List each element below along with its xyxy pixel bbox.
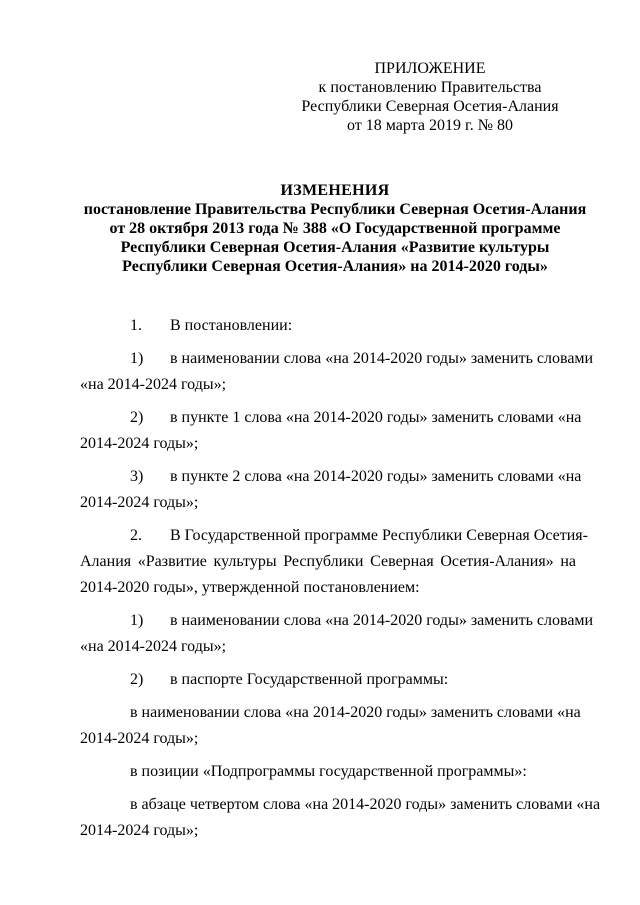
item-1-3-text-end: 2014-2024 годы»; [80,494,199,511]
item-1-2-continuation [80,431,576,457]
item-2-line-3 [80,575,576,601]
item-2-line-2 [80,549,576,575]
item-1-number: 1. [130,317,142,334]
item-1-2-text: в пункте 1 слова «на 2014-2020 годы» заменить словами «на [170,409,582,426]
item-1-2 [80,405,582,431]
item-2-2 [80,667,576,693]
title-line-2: от 28 октября 2013 года № 388 «О Государственной программе [109,220,561,237]
paragraph-subprograms [80,759,576,785]
title-line-4: Республики Северная Осетия-Алания» на 2014-2020 годы» [122,258,548,275]
document-title [70,181,600,276]
title-line-1: постановление Правительства Республики Северная Осетия-Алания [83,201,587,218]
appendix-date: от 18 марта 2019 г. № 80 [347,117,513,134]
paragraph-fourth-abzats-text: в абзаце четвертом слова «на 2014-2020 годы» заменить словами «на [130,796,601,813]
item-1-3-number: 3) [130,468,144,485]
item-2-1-text-end: «на 2014-2024 годы»; [80,638,227,655]
item-2 [80,523,588,549]
appendix-label: ПРИЛОЖЕНИЕ [374,60,486,77]
item-1-3-continuation [80,490,576,516]
item-2-1 [80,608,594,634]
item-1-text: В постановлении: [170,317,293,334]
item-1-2-number: 2) [130,409,144,426]
item-2-text: В Государственной программе Республики Северная Осетия- [170,527,588,544]
paragraph-naming-continuation [80,726,576,752]
item-1-3 [80,464,582,490]
paragraph-subprograms-text: в позиции «Подпрограммы государственной программы»: [130,763,527,780]
item-2-text-end: 2014-2020 годы», утвержденной постановлением: [80,579,420,596]
item-2-1-text: в наименовании слова «на 2014-2020 годы» заменить словами [170,612,594,629]
item-1-1 [80,346,594,372]
appendix-republic: Республики Северная Осетия-Алания [301,98,559,115]
appendix-reference: к постановлению Правительства [318,79,542,96]
item-2-text-middle: Алания «Развитие культуры Республики Северная Осетия-Алания» на [80,553,576,570]
item-2-2-number: 2) [130,671,144,688]
appendix-header [300,59,560,135]
item-1-1-text: в наименовании слова «на 2014-2020 годы» заменить словами [170,350,594,367]
paragraph-fourth-abzats-continuation [80,818,576,844]
item-1 [80,313,576,339]
item-2-1-continuation [80,634,576,660]
item-1-1-number: 1) [130,350,144,367]
item-1-2-text-end: 2014-2024 годы»; [80,435,199,452]
title-line-3: Республики Северная Осетия-Алания «Развитие культуры [120,239,550,256]
item-1-3-text: в пункте 2 слова «на 2014-2020 годы» заменить словами «на [170,468,582,485]
item-1-1-text-end: «на 2014-2024 годы»; [80,376,227,393]
paragraph-naming-text-end: 2014-2024 годы»; [80,730,199,747]
paragraph-naming-text: в наименовании слова «на 2014-2020 годы» заменить словами «на [130,704,581,721]
paragraph-naming [80,700,581,726]
paragraph-fourth-abzats [80,792,601,818]
document-body [80,313,601,844]
item-2-1-number: 1) [130,612,144,629]
item-2-number: 2. [130,527,142,544]
title-heading: ИЗМЕНЕНИЯ [280,182,390,199]
item-1-1-continuation [80,372,576,398]
item-2-2-text: в паспорте Государственной программы: [170,671,449,688]
paragraph-fourth-abzats-text-end: 2014-2024 годы»; [80,822,199,839]
